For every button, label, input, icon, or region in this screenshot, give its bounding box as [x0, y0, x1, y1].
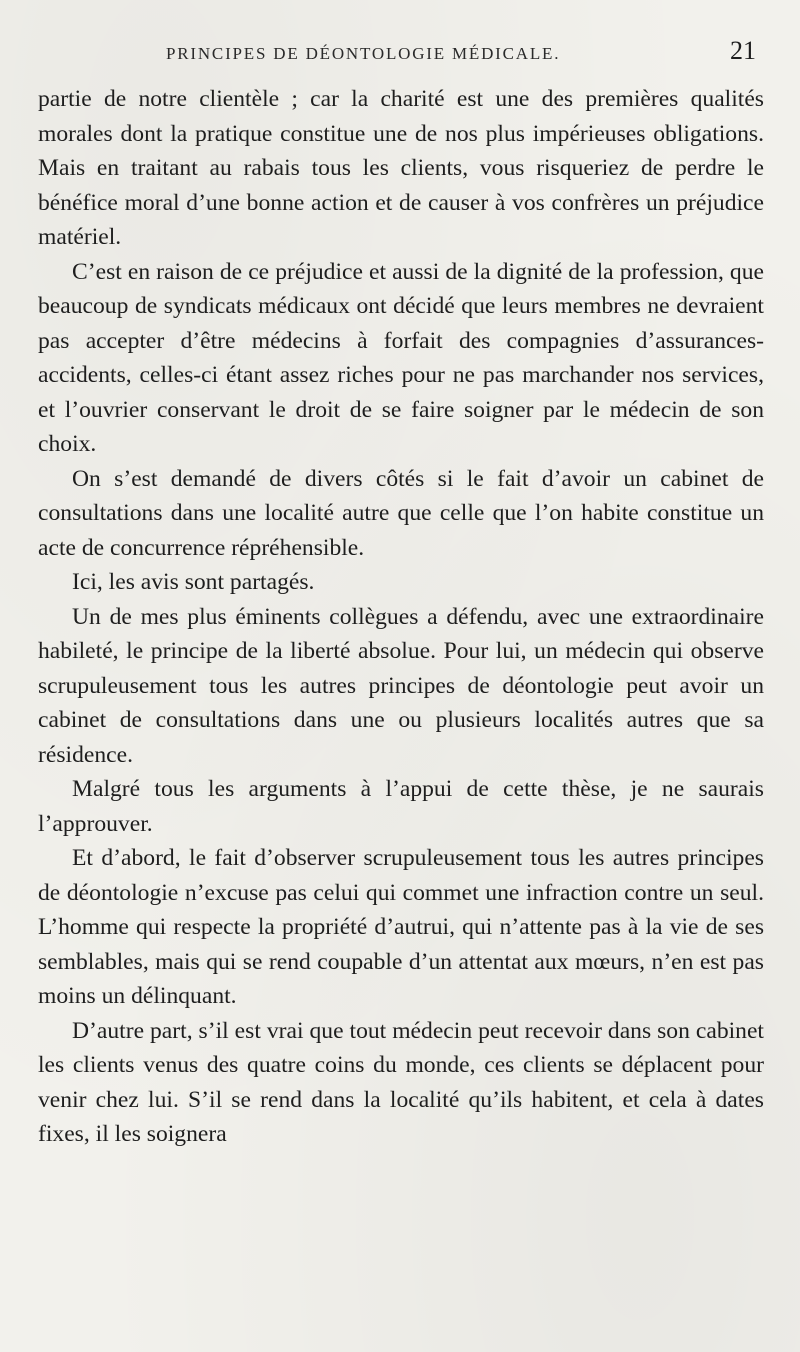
running-title: PRINCIPES DE DÉONTOLOGIE MÉDICALE.	[166, 44, 561, 63]
body-text	[38, 82, 764, 1152]
paragraph-7: Et d’abord, le fait d’observer scrupuleusement tous les autres principes de déontologie n’excuse pas celui qui commet une infraction contre un seul. L’homme qui respecte la propriété d’autrui, qui n’attente pas à la vie de ses semblables, mais qui se rend coupable d’un attentat aux mœurs, n’en est pas moins un délinquant.	[38, 845, 764, 1009]
paragraph-3: On s’est demandé de divers côtés si le fait d’avoir un cabinet de consultations dans une localité autre que celle que l’on habite constitue un acte de concurrence répréhensible.	[38, 465, 764, 561]
paragraph-8: D’autre part, s’il est vrai que tout médecin peut recevoir dans son cabinet les clients venus des quatre coins du monde, ces clients se déplacent pour venir chez lui. S’il se rend dans la localité qu’ils habitent, et cela à dates fixes, il les soignera	[38, 1017, 764, 1147]
page-number: 21	[730, 36, 756, 65]
paragraph-4: Ici, les avis sont partagés.	[72, 569, 315, 595]
paragraph-1: partie de notre clientèle ; car la charité est une des premières qualités morales dont la pratique constitue une de nos plus impérieuses obligations. Mais en traitant au rabais tous les clients, vous risqueriez de perdre le bénéfice moral d’une bonne action et de causer à vos confrères un préjudice matériel.	[38, 86, 764, 250]
paragraph-2: C’est en raison de ce préjudice et aussi de la dignité de la profession, que beaucoup de syndicats médicaux ont décidé que leurs membres ne devraient pas accepter d’être médecins à forfait des compagnies d’assurances-accidents, celles-ci étant assez riches pour ne pas marchander nos services, et l’ouvrier conservant le droit de se faire soigner par le médecin de son choix.	[38, 258, 764, 457]
running-head	[38, 34, 764, 74]
paragraph-5: Un de mes plus éminents collègues a défendu, avec une extraordinaire habileté, le principe de la liberté absolue. Pour lui, un médecin qui observe scrupuleusement tous les autres principes de déontologie peut avoir un cabinet de consultations dans une ou plusieurs localités autres que sa résidence.	[38, 603, 764, 768]
paragraph-6: Malgré tous les arguments à l’appui de cette thèse, je ne saurais l’approuver.	[38, 776, 764, 837]
